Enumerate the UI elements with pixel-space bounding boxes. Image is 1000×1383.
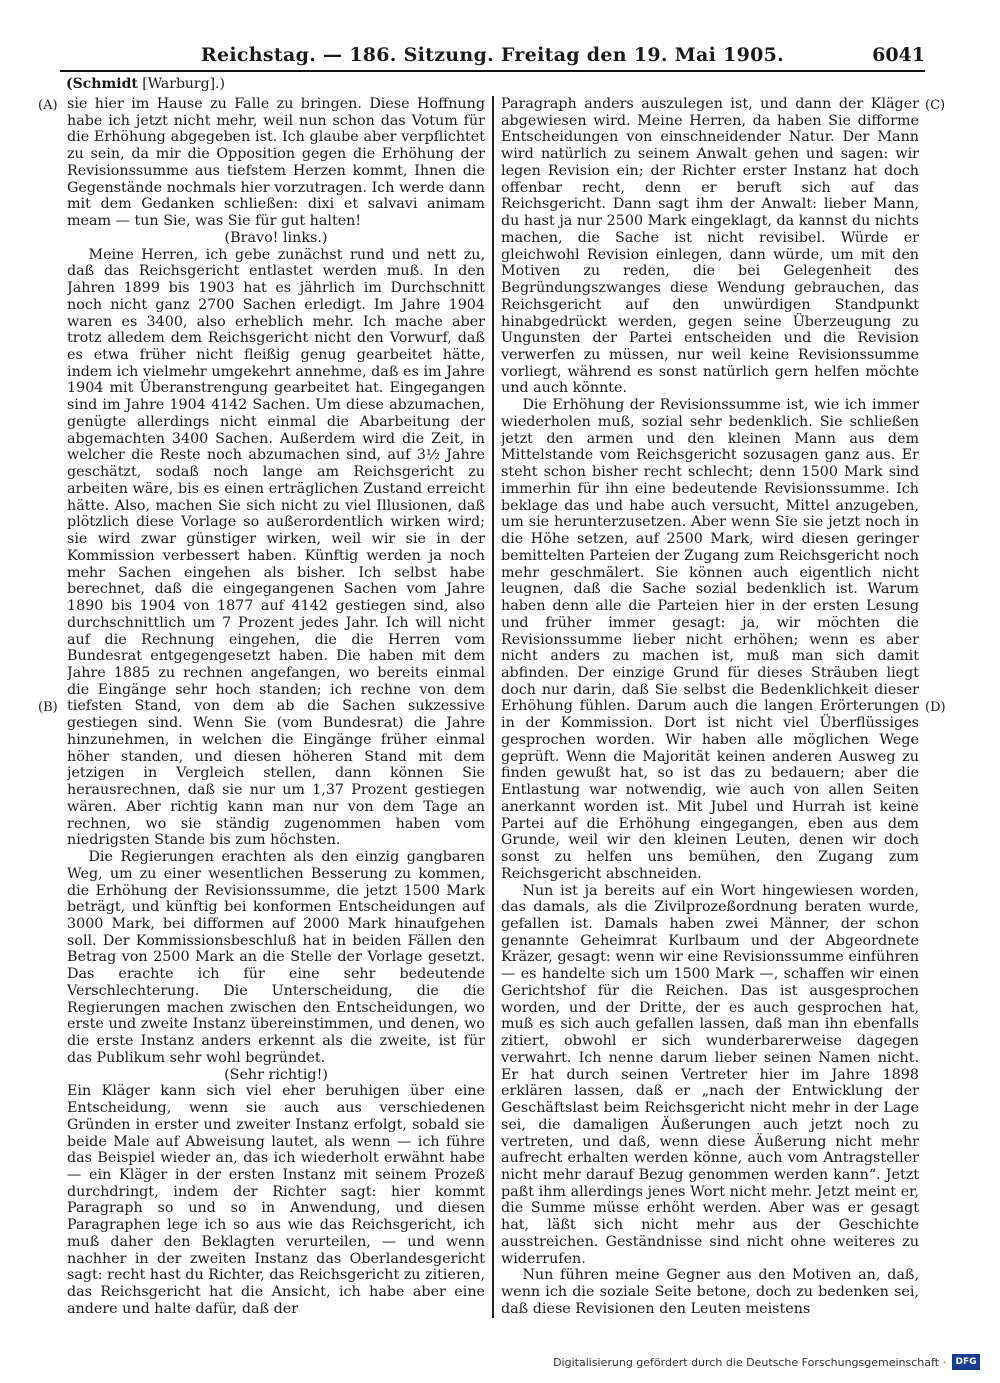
margin-marker-b: (B)	[38, 700, 58, 715]
paragraph: Nun ist ja bereits auf ein Wort hingewiesen worden, das damals, als die Zivilprozeßordnung beraten wurde, gefallen ist. Damals haben zwei Männer, der schon genannte Geheimrat Kurlbaum und der Abgeordnete Kräzer, gesagt: wenn wir eine Revisionssumme einführen — es handelte sich um 1500 Mark —, schaffen wir einen Gerichtshof für die Reichen. Das ist ausgesprochen worden, und der Dritte, der es auch gesprochen hat, muß es sich auch gefallen lassen, daß man ihn ebenfalls zitiert, obwohl er sich wunderbarerweise dagegen verwahrt. Ich nenne darum lieber seinen Namen nicht. Er hat durch seinen Vertreter hier im Jahre 1898 erklären lassen, daß er „nach der Entwicklung der Geschäftslast beim Reichsgericht nicht mehr in der Lage sei, die damaligen Äußerungen auch jetzt noch zu vertreten, und daß, wenn diese Äußerung nicht mehr aufrecht erhalten werden könne, auch vom Antragsteller nicht mehr darauf Bezug genommen werden kann“. Jetzt paßt ihm allerdings jenes Wort nicht mehr. Jetzt meint er, die Summe müsse erhöht werden. Aber was er gesagt hat, läßt sich nicht mehr aus der Geschichte ausstreichen. Geständnisse sind nicht ohne weiteres zu widerrufen.	[501, 882, 919, 1267]
margin-marker-d: (D)	[925, 700, 946, 715]
speaker-name: (Schmidt	[66, 76, 138, 92]
running-title: Reichstag. — 186. Sitzung. Freitag den 19. Mai 1905.	[200, 44, 785, 66]
interjection: (Sehr richtig!)	[224, 1066, 328, 1083]
paragraph: Die Regierungen erachten als den einzig gangbaren Weg, um zu einer wesentlichen Besserung zu kommen, die Erhöhung der Revisionssumme, die jetzt 1500 Mark beträgt, und künftig bei konformen Entscheidungen auf 3000 Mark, bei difformen auf 2000 Mark hinaufgehen soll. Der Kommissionsbeschluß hat in beiden Fällen den Betrag von 2500 Mark an die Stelle der Vorlage gesetzt. Das erachte ich für eine sehr bedeutende Verschlechterung. Die Unterscheidung, die die Regierungen machen zwischen den Entscheidungen, wo erste und zweite Instanz übereinstimmen, und denen, wo die erste Instanz anders erkennt als die zweite, ist für das Publikum sehr wohl begründet.	[67, 849, 485, 1066]
page-header	[60, 40, 925, 70]
left-column	[67, 96, 485, 1318]
paragraph: Ein Kläger kann sich viel eher beruhigen über eine Entscheidung, wenn sie auch aus verschiedenen Gründen in erster und zweiter Instanz erfolgt, sobald sie beide Male auf Abweisung lautet, als wenn — ich führe das Beispiel wieder an, das ich wiederholt erwähnt habe — ein Kläger in der ersten Instanz mit seinem Prozeß durchdringt, indem der Richter sagt: hier kommt Paragraph so und so in Anwendung, und diesen Paragraphen lege ich so aus wie das Reichsgericht, ich muß daher den Beklagten verurteilen, — und wenn nachher in der zweiten Instanz das Oberlandesgericht sagt: recht hast du Richter, das Reichsgericht zu zitieren, das Reichsgericht hat die Ansicht, ich habe aber eine andere und halte dafür, daß der	[67, 1083, 485, 1317]
digitization-footer	[553, 1353, 980, 1373]
margin-marker-c: (C)	[925, 98, 946, 113]
dfg-logo: DFG	[952, 1354, 980, 1370]
column-divider	[492, 96, 494, 1318]
paragraph: Die Erhöhung der Revisionssumme ist, wie ich immer wiederholen muß, sozial sehr bedenklich. Sie schließen jetzt den armen und den kleinen Mann aus dem Mittelstande vom Reichsgericht sozusagen ganz aus. Er steht schon bisher recht schlecht; denn 1500 Mark sind immerhin für ihn eine bedeutende Revisionssumme. Ich beklage das und habe auch versucht, Mittel anzugeben, um sie herunterzusetzen. Aber wenn Sie sie jetzt noch in die Höhe setzen, auf 2500 Mark, wird diesen geringer bemittelten Parteien der Zugang zum Reichsgericht noch mehr geschmälert. Sie können auch eigentlich nicht leugnen, daß die Sache sozial bedenklich ist. Warum haben denn alle die Parteien hier in der ersten Lesung und früher immer gesagt: ja, wir möchten die Revisionssumme lieber nicht erhöhen; wenn es aber nicht anders zu machen ist, muß man sich damit abfinden. Der einzige Grund für dieses Sträuben liegt doch nur darin, daß Sie selbst die Bedenklichkeit dieser Erhöhung fühlen. Darum auch die langen Erörterungen in der Kommission. Dort ist nicht viel Überflüssiges gesprochen worden. Wir haben alle möglichen Wege geprüft. Wenn die Majorität keinen anderen Ausweg zu finden gewußt hat, so ist das zu bedauern; aber die Entlastung war notwendig, wie auch von allen Seiten anerkannt worden ist. Mit Jubel und Hurrah ist keine Partei auf die Erhöhung eingegangen, eben aus dem Grunde, weil wir den kleinen Leuten, denen wir doch sonst zu helfen uns bemühen, den Zugang zum Reichsgericht abschneiden.	[501, 397, 919, 882]
speaker-label	[66, 76, 225, 92]
paragraph: Paragraph anders auszulegen ist, und dann der Kläger abgewiesen wird. Meine Herren, da haben Sie difforme Entscheidungen von einschneidender Natur. Der Mann wird natürlich zu seinem Anwalt gehen und sagen: wir legen Revision ein; der Richter erster Instanz hat doch offenbar recht, denn er beruft sich auf das Reichsgericht. Dann sagt ihm der Anwalt: lieber Mann, du hast ja nur 2500 Mark eingeklagt, da kannst du nichts machen, die Sache ist nicht revisibel. Würde er gleichwohl Revision einlegen, dann würde, um mit den Motiven zu reden, die bei Gelegenheit des Begründungszwanges diese Wendung gebrauchen, das Reichsgericht auf den unwürdigen Standpunkt hinabgedrückt werden, gegen seine Überzeugung zu Ungunsten der Partei entscheiden und die Revision verwerfen zu müssen, nur weil keine Revisionssumme vorliegt, während es sonst natürlich gern helfen möchte und auch könnte.	[501, 96, 919, 397]
paragraph: Nun führen meine Gegner aus den Motiven an, daß, wenn ich die soziale Seite betone, doch zu bedenken sei, daß diese Revisionen den Leuten meistens	[501, 1267, 919, 1317]
interjection: (Bravo! links.)	[224, 229, 328, 246]
right-column	[501, 96, 919, 1318]
paragraph: sie hier im Hause zu Falle zu bringen. Diese Hoffnung habe ich jetzt nicht mehr, weil nun schon das Votum für die Erhöhung abgegeben ist. Ich glaube aber verpflichtet zu sein, da mir die Opposition gegen die Erhöhung der Revisionssumme aus tiefstem Herzen kommt, Ihnen die Gegenstände nochmals hier vorzutragen. Ich werde dann mit dem Gedanken schließen: dixi et salvavi animam meam — tun Sie, was Sie für gut halten!	[67, 96, 485, 230]
header-rule	[60, 70, 925, 72]
paragraph: Meine Herren, ich gebe zunächst rund und nett zu, daß das Reichsgericht entlastet werden muß. In den Jahren 1899 bis 1903 hat es jährlich im Durchschnitt noch nicht ganz 2700 Sachen erledigt. Im Jahre 1904 waren es 3400, also erheblich mehr. Ich mache aber trotz alledem dem Reichsgericht nicht den Vorwurf, daß es etwa früher nicht fleißig genug gearbeitet hätte, indem ich vielmehr umgekehrt annehme, daß es im Jahre 1904 mit Überanstrengung gearbeitet hat. Eingegangen sind im Jahre 1904 4142 Sachen. Um diese abzumachen, genügte allerdings nicht einmal die Abarbeitung der abgemachten 3400 Sachen. Außerdem wird die Zeit, in welcher die Reste noch abzumachen sind, auf 3½ Jahre geschätzt, sodaß noch lange am Reichsgericht zu arbeiten wäre, bis es einen erträglichen Zustand erreicht hätte. Also, machen Sie sich nicht zu viel Illusionen, daß plötzlich diese Vorlage so außerordentlich wirken wird; sie wird zwar günstiger wirken, weil wir sie in der Kommission verbessert haben. Künftig werden ja noch mehr Sachen eingehen als bisher. Ich selbst habe berechnet, daß die eingegangenen Sachen vom Jahre 1890 bis 1904 von 1877 auf 4142 gestiegen sind, also durchschnittlich um 7 Prozent jedes Jahr. Ich will nicht auf die Rechnung eingehen, die die Herren vom Bundesrat entgegengesetzt haben. Die haben mit dem Jahre 1885 zu rechnen angefangen, wo bereits einmal die Eingänge sehr hoch standen; ich rechne von dem tiefsten Stand, von dem ab die Sachen sukzessive gestiegen sind. Wenn Sie (vom Bundesrat) die Jahre hinzunehmen, in welchen die Eingänge früher einmal höher standen, und diesen höheren Stand mit dem jetzigen in Vergleich stellen, dann können Sie herausrechnen, daß sie nur um 1,37 Prozent gestiegen wären. Aber richtig kann man nur von dem Tage an rechnen, wo sie ständig zugenommen haben vom niedrigsten Stande bis zum höchsten.	[67, 246, 485, 849]
footer-text: Digitalisierung gefördert durch die Deutsche Forschungsgemeinschaft ·	[553, 1356, 946, 1369]
page-number: 6041	[872, 44, 925, 66]
margin-marker-a: (A)	[38, 98, 58, 113]
speaker-place: [Warburg].)	[137, 76, 225, 92]
